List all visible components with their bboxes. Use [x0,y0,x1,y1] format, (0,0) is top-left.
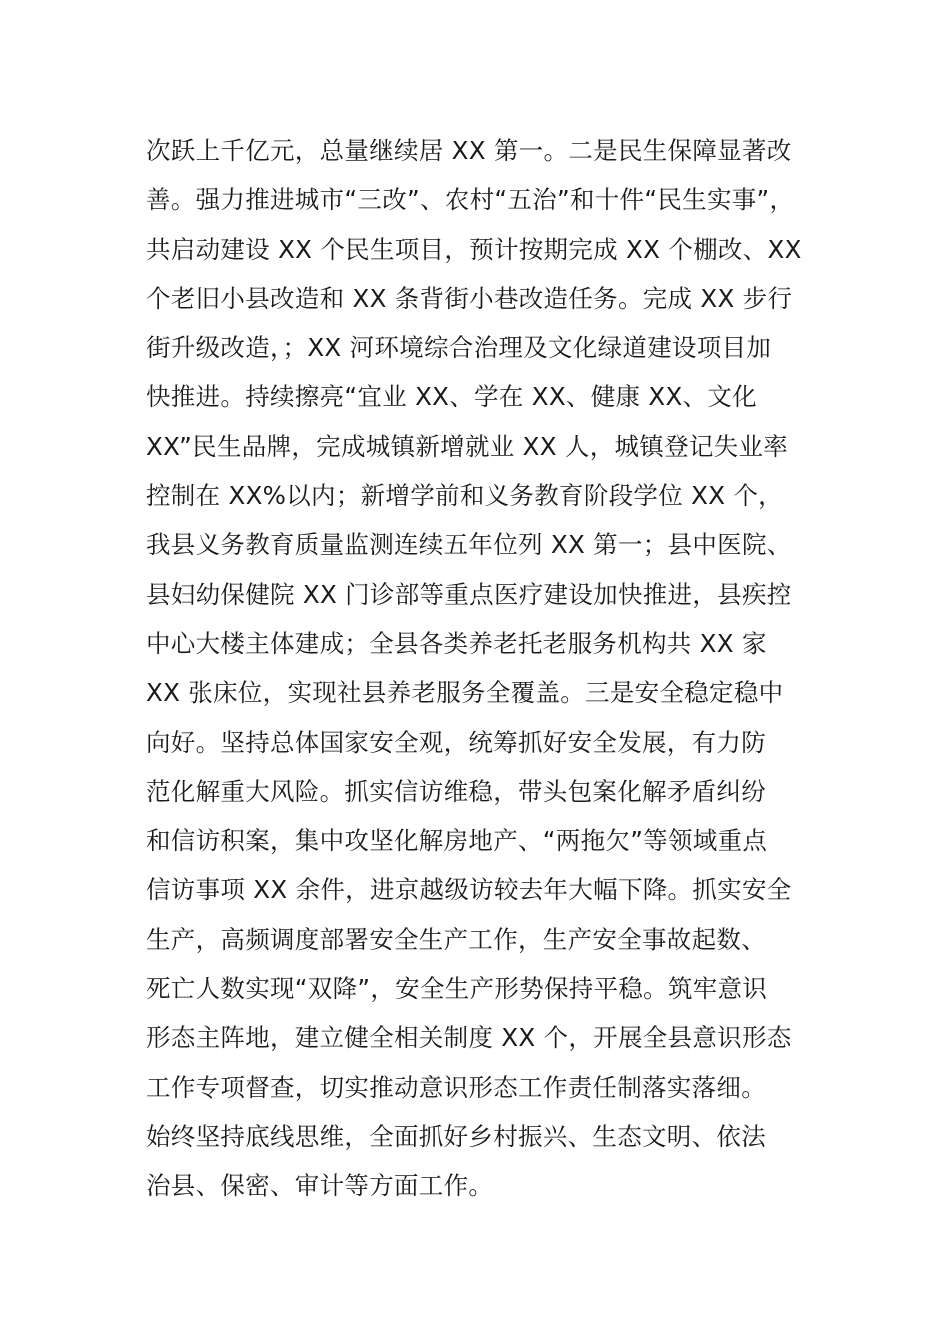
text-line: 个老旧小县改造和 XX 条背街小巷改造任务。完成 XX 步行 [146,283,793,313]
text-line: 工作专项督查，切实推动意识形态工作责任制落实落细。 [146,1072,766,1102]
text-line: 和信访积案，集中攻坚化解房地产、“两拖欠”等领域重点 [146,826,768,856]
text-line: 控制在 XX%以内；新增学前和义务教育阶段学位 XX 个， [146,481,783,511]
text-line: 中心大楼主体建成；全县各类养老托老服务机构共 XX 家 [146,628,767,658]
text-line: 始终坚持底线思维，全面抓好乡村振兴、生态文明、依法 [146,1121,766,1151]
text-line: 街升级改造，；XX 河环境综合治理及文化绿道建设项目加 [146,333,772,363]
text-line: 共启动建设 XX 个民生项目，预计按期完成 XX 个棚改、XX [146,234,802,264]
text-line: XX 张床位，实现社县养老服务全覆盖。三是安全稳定稳中 [146,678,784,708]
text-line: 快推进。持续擦亮“宜业 XX、学在 XX、健康 XX、文化 [146,382,757,412]
text-line: 死亡人数实现“双降”，安全生产形势保持平稳。筑牢意识 [146,974,768,1004]
text-line: 善。强力推进城市“三改”、农村“五治”和十件“民生实事”， [146,185,795,215]
text-line: 次跃上千亿元，总量继续居 XX 第一。二是民生保障显著改 [146,136,792,165]
text-line: 形态主阵地，建立健全相关制度 XX 个，开展全县意识形态 [146,1023,792,1053]
text-line: 治县、保密、审计等方面工作。 [146,1171,494,1201]
text-line: 范化解重大风险。抓实信访维稳，带头包案化解矛盾纠纷 [146,776,766,806]
text-line: 县妇幼保健院 XX 门诊部等重点医疗建设加快推进，县疾控 [146,579,792,609]
body-paragraph [146,126,826,1211]
text-line: 信访事项 XX 余件，进京越级访较去年大幅下降。抓实安全 [146,875,792,905]
text-line: 我县义务教育质量监测连续五年位列 XX 第一；县中医院、 [146,530,792,560]
text-line: 向好。坚持总体国家安全观，统筹抓好安全发展，有力防 [146,727,766,757]
text-line: XX”民生品牌，完成城镇新增就业 XX 人，城镇登记失业率 [146,431,789,461]
text-line: 生产，高频调度部署安全生产工作，生产安全事故起数、 [146,924,766,954]
